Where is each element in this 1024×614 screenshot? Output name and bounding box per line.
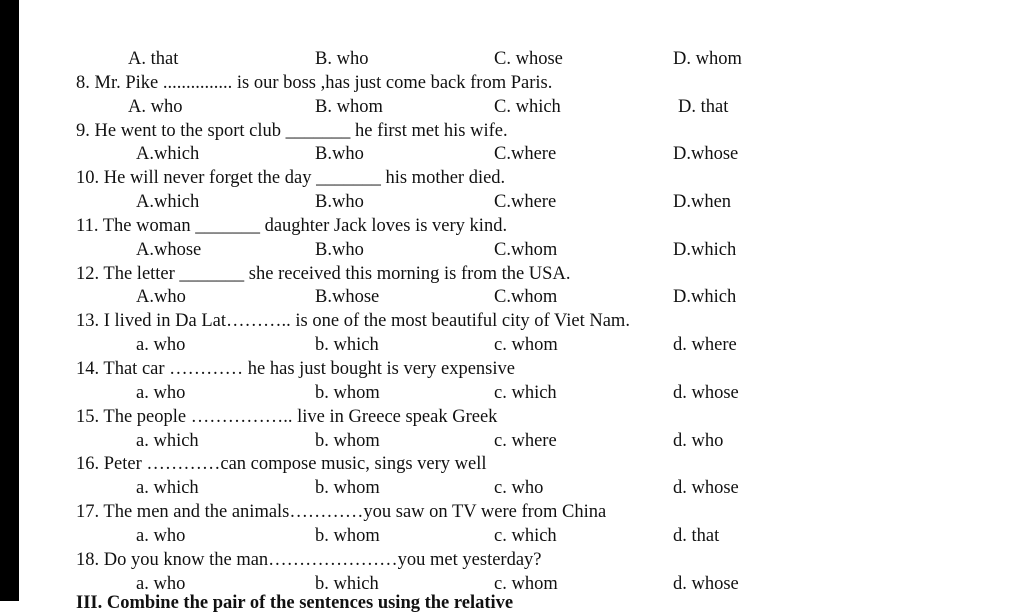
option-c[interactable]: c. where — [494, 430, 557, 451]
options-row-q16 — [76, 477, 1006, 501]
option-d[interactable]: d. whose — [673, 478, 739, 499]
option-d[interactable]: D.when — [673, 192, 732, 213]
option-d[interactable]: d. who — [673, 430, 724, 451]
option-c[interactable]: c. whom — [494, 335, 558, 356]
option-b[interactable]: B. who — [315, 49, 369, 69]
section-heading-cut-off: III. Combine the pair of the sentences using the relative — [76, 593, 514, 613]
option-a[interactable]: A.which — [136, 144, 200, 165]
option-c[interactable]: C.where — [494, 144, 557, 165]
options-row-q9 — [76, 143, 1006, 167]
question-14: 14. That car ………… he has just bought is very expensive — [76, 358, 515, 379]
option-c[interactable]: c. whom — [494, 573, 558, 594]
option-c[interactable]: C. which — [494, 96, 561, 117]
question-16: 16. Peter …………can compose music, sings very well — [76, 454, 487, 475]
option-b[interactable]: b. which — [315, 573, 379, 594]
option-a[interactable]: a. which — [136, 478, 199, 499]
option-b[interactable]: B.who — [315, 144, 364, 165]
option-b[interactable]: B. whom — [315, 96, 383, 117]
option-a[interactable]: A. who — [128, 96, 183, 117]
options-row-q11 — [76, 239, 1006, 263]
question-15: 15. The people …………….. live in Greece speak Greek — [76, 406, 498, 427]
option-d[interactable]: D. that — [678, 96, 729, 117]
option-c[interactable]: C.whom — [494, 239, 558, 260]
option-c[interactable]: c. which — [494, 525, 557, 546]
option-b[interactable]: B.who — [315, 192, 364, 213]
option-a[interactable]: a. who — [136, 573, 186, 594]
question-9: 9. He went to the sport club _______ he first met his wife. — [76, 120, 508, 141]
option-a[interactable]: a. who — [136, 335, 186, 356]
options-row-q13 — [76, 334, 1006, 358]
question-13: 13. I lived in Da Lat……….. is one of the most beautiful city of Viet Nam. — [76, 311, 630, 332]
option-d[interactable]: D.which — [673, 239, 737, 260]
option-b[interactable]: B.whose — [315, 287, 380, 308]
option-d[interactable]: D.which — [673, 287, 737, 308]
question-18: 18. Do you know the man…………………you met yesterday? — [76, 549, 542, 570]
options-row-q14 — [76, 382, 1006, 406]
option-c[interactable]: c. which — [494, 382, 557, 403]
option-c[interactable]: c. who — [494, 478, 544, 499]
option-a[interactable]: A.who — [136, 287, 186, 308]
option-a[interactable]: a. who — [136, 382, 186, 403]
options-row-q17 — [76, 525, 1006, 549]
question-11: 11. The woman _______ daughter Jack loves is very kind. — [76, 215, 508, 236]
options-row-q8 — [76, 96, 1006, 120]
option-d[interactable]: d. that — [673, 525, 720, 546]
question-8: 8. Mr. Pike ............... is our boss ,has just come back from Paris. — [76, 72, 553, 93]
question-17: 17. The men and the animals…………you saw on TV were from China — [76, 502, 607, 523]
option-b[interactable]: b. whom — [315, 382, 380, 403]
option-b[interactable]: b. whom — [315, 478, 380, 499]
options-row-q10 — [76, 191, 1006, 215]
option-b[interactable]: b. whom — [315, 430, 380, 451]
option-d[interactable]: D. whom — [673, 49, 742, 69]
option-b[interactable]: b. which — [315, 335, 379, 356]
option-c[interactable]: C. whose — [494, 49, 563, 69]
exercise-page — [76, 48, 1006, 596]
option-c[interactable]: C.whom — [494, 287, 558, 308]
options-row-q12 — [76, 286, 1006, 310]
option-a[interactable]: a. who — [136, 525, 186, 546]
option-a[interactable]: a. which — [136, 430, 199, 451]
option-a[interactable]: A. that — [128, 49, 179, 69]
option-b[interactable]: b. whom — [315, 525, 380, 546]
option-b[interactable]: B.who — [315, 239, 364, 260]
options-row-q15 — [76, 430, 1006, 454]
option-a[interactable]: A.whose — [136, 239, 202, 260]
option-d[interactable]: D.whose — [673, 144, 739, 165]
option-d[interactable]: d. whose — [673, 382, 739, 403]
option-c[interactable]: C.where — [494, 192, 557, 213]
option-a[interactable]: A.which — [136, 192, 200, 213]
option-d[interactable]: d. whose — [673, 573, 739, 594]
question-12: 12. The letter _______ she received this morning is from the USA. — [76, 263, 571, 284]
options-row-q7 — [76, 48, 1006, 72]
option-d[interactable]: d. where — [673, 335, 737, 356]
left-edge-bar — [0, 0, 19, 601]
question-10: 10. He will never forget the day _______ his mother died. — [76, 168, 506, 189]
